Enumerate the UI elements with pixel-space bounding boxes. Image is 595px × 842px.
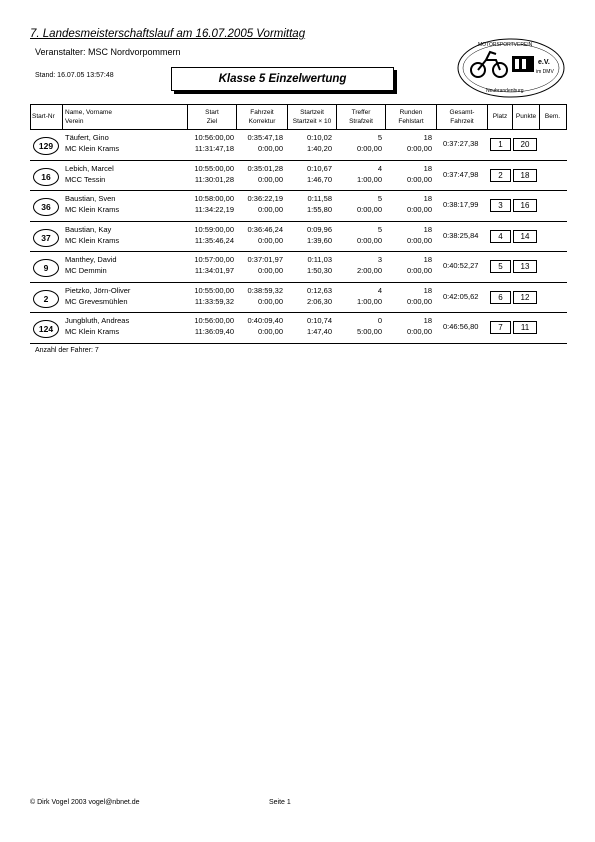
points-box: 16 bbox=[513, 199, 537, 212]
cell-gesamt: 0:40:52,27 bbox=[443, 261, 479, 270]
cell-verein: MCC Tessin bbox=[65, 174, 106, 184]
cell-treffer: 4 bbox=[377, 285, 382, 295]
cell-treffer: 0 bbox=[377, 316, 382, 325]
cell-korrektur: 0:00,00 bbox=[257, 327, 283, 336]
start-number-badge: 124 bbox=[33, 320, 59, 338]
cell-startzeit-x10: 1:50,30 bbox=[306, 266, 332, 275]
cell-runden: 18 bbox=[423, 285, 432, 295]
cell-fehlstart: 0:00,00 bbox=[406, 327, 432, 336]
col-startzeit: Startzeit bbox=[300, 109, 324, 116]
cell-verein: MC Klein Krams bbox=[65, 327, 120, 336]
cell-verein: MC Klein Krams bbox=[65, 235, 120, 245]
col-platz: Platz bbox=[492, 113, 508, 120]
cell-start: 10:58:00,00 bbox=[194, 194, 234, 203]
cell-runden: 18 bbox=[423, 316, 432, 325]
start-number-badge: 37 bbox=[33, 229, 59, 247]
col-runden: Runden bbox=[399, 109, 423, 116]
cell-gesamt: 0:42:05,62 bbox=[443, 291, 479, 301]
cell-korrektur: 0:00,00 bbox=[257, 235, 283, 245]
cell-start: 10:57:00,00 bbox=[194, 255, 234, 264]
cell-runden: 18 bbox=[423, 224, 432, 234]
row-separator bbox=[30, 343, 567, 344]
header-divider bbox=[236, 104, 237, 129]
col-korrektur: Korrektur bbox=[248, 118, 276, 125]
start-number-badge: 2 bbox=[33, 290, 59, 308]
cell-start: 10:55:00,00 bbox=[194, 285, 234, 295]
logo-mid-text: im DMV bbox=[536, 69, 554, 75]
cell-treffer: 4 bbox=[377, 163, 382, 173]
cell-startzeit-x10: 1:40,20 bbox=[306, 144, 332, 153]
points-box: 12 bbox=[513, 291, 537, 304]
cell-strafzeit: 0:00,00 bbox=[356, 205, 382, 214]
header-divider bbox=[30, 104, 31, 129]
header-bottom-line bbox=[30, 129, 567, 130]
cell-runden: 18 bbox=[423, 194, 432, 203]
cell-gesamt: 0:46:56,80 bbox=[443, 322, 479, 331]
cell-runden: 18 bbox=[423, 163, 432, 173]
col-gesamt-fahrzeit: Fahrzeit bbox=[450, 118, 474, 125]
cell-verein: MC Klein Krams bbox=[65, 144, 120, 153]
class-title: Klasse 5 Einzelwertung bbox=[218, 73, 347, 85]
header-divider bbox=[62, 104, 63, 129]
cell-gesamt: 0:37:27,38 bbox=[443, 139, 479, 148]
placement-box: 1 bbox=[490, 138, 511, 151]
start-number-badge: 36 bbox=[33, 198, 59, 216]
cell-startzeit: 0:10,67 bbox=[306, 163, 332, 173]
cell-ziel: 11:31:47,18 bbox=[194, 144, 234, 153]
cell-strafzeit: 2:00,00 bbox=[356, 266, 382, 275]
cell-startzeit-x10: 1:46,70 bbox=[306, 174, 332, 184]
cell-startzeit: 0:09,96 bbox=[306, 224, 332, 234]
cell-name: Jungbluth, Andreas bbox=[65, 316, 130, 325]
cell-fahrzeit: 0:40:09,40 bbox=[247, 316, 283, 325]
cell-fehlstart: 0:00,00 bbox=[406, 205, 432, 214]
cell-start: 10:56:00,00 bbox=[194, 316, 234, 325]
cell-fahrzeit: 0:37:01,97 bbox=[247, 255, 283, 264]
cell-korrektur: 0:00,00 bbox=[257, 174, 283, 184]
col-fahrzeit: Fahrzeit bbox=[250, 109, 274, 116]
cell-treffer: 5 bbox=[377, 133, 382, 142]
cell-verein: MC Klein Krams bbox=[65, 205, 120, 214]
club-logo bbox=[456, 38, 566, 100]
start-number-badge: 9 bbox=[33, 259, 59, 277]
row-separator bbox=[30, 282, 567, 283]
placement-box: 7 bbox=[490, 321, 511, 334]
placement-box: 3 bbox=[490, 199, 511, 212]
cell-gesamt: 0:38:25,84 bbox=[443, 230, 479, 240]
cell-startzeit: 0:10,02 bbox=[306, 133, 332, 142]
points-box: 20 bbox=[513, 138, 537, 151]
cell-runden: 18 bbox=[423, 133, 432, 142]
cell-treffer: 3 bbox=[377, 255, 382, 264]
cell-start: 10:59:00,00 bbox=[194, 224, 234, 234]
col-start-nr: Start-Nr bbox=[32, 113, 55, 120]
col-name: Name, Vorname bbox=[65, 109, 112, 116]
footer-page-number: Seite 1 bbox=[269, 799, 291, 806]
cell-fehlstart: 0:00,00 bbox=[406, 235, 432, 245]
col-punkte: Punkte bbox=[515, 113, 537, 120]
header-divider bbox=[539, 104, 540, 129]
cell-ziel: 11:34:01,97 bbox=[194, 266, 234, 275]
cell-strafzeit: 1:00,00 bbox=[356, 174, 382, 184]
placement-box: 4 bbox=[490, 230, 511, 243]
cell-strafzeit: 1:00,00 bbox=[356, 296, 382, 306]
col-startzeit-x10: Startzeit × 10 bbox=[292, 118, 332, 125]
col-verein: Verein bbox=[65, 118, 84, 125]
cell-name: Pietzko, Jörn-Oliver bbox=[65, 285, 131, 295]
col-bem: Bem. bbox=[544, 113, 561, 120]
cell-fahrzeit: 0:35:47,18 bbox=[247, 133, 283, 142]
header-divider bbox=[487, 104, 488, 129]
cell-treffer: 5 bbox=[377, 224, 382, 234]
page-title: 7. Landesmeisterschaftslauf am 16.07.2005 Vormittag bbox=[30, 28, 306, 40]
row-separator bbox=[30, 312, 567, 313]
col-start: Start bbox=[205, 109, 219, 116]
cell-startzeit-x10: 1:55,80 bbox=[306, 205, 332, 214]
cell-name: Baustian, Sven bbox=[65, 194, 116, 203]
points-box: 18 bbox=[513, 169, 537, 182]
cell-treffer: 5 bbox=[377, 194, 382, 203]
placement-box: 5 bbox=[490, 260, 511, 273]
header-divider bbox=[287, 104, 288, 129]
footer-copyright: © Dirk Vogel 2003 vogel@nbnet.de bbox=[30, 799, 140, 806]
col-ziel: Ziel bbox=[206, 118, 218, 125]
cell-fehlstart: 0:00,00 bbox=[406, 144, 432, 153]
cell-fahrzeit: 0:35:01,28 bbox=[247, 163, 283, 173]
cell-start: 10:55:00,00 bbox=[194, 163, 234, 173]
row-separator bbox=[30, 160, 567, 161]
cell-strafzeit: 0:00,00 bbox=[356, 235, 382, 245]
cell-startzeit-x10: 1:39,60 bbox=[306, 235, 332, 245]
class-title-box bbox=[171, 67, 394, 91]
row-separator bbox=[30, 190, 567, 191]
cell-ziel: 11:35:46,24 bbox=[194, 235, 234, 245]
row-separator bbox=[30, 221, 567, 222]
col-gesamt: Gesamt- bbox=[449, 109, 475, 116]
placement-box: 6 bbox=[490, 291, 511, 304]
points-box: 11 bbox=[513, 321, 537, 334]
cell-verein: MC Demmin bbox=[65, 266, 107, 275]
cell-ziel: 11:34:22,19 bbox=[194, 205, 234, 214]
cell-korrektur: 0:00,00 bbox=[257, 144, 283, 153]
cell-fahrzeit: 0:36:46,24 bbox=[247, 224, 283, 234]
cell-gesamt: 0:37:47,98 bbox=[443, 169, 479, 179]
header-divider bbox=[512, 104, 513, 129]
cell-start: 10:56:00,00 bbox=[194, 133, 234, 142]
cell-startzeit: 0:11,58 bbox=[307, 194, 332, 203]
header-divider bbox=[187, 104, 188, 129]
cell-startzeit: 0:10,74 bbox=[306, 316, 332, 325]
row-separator bbox=[30, 251, 567, 252]
cell-gesamt: 0:38:17,99 bbox=[443, 200, 479, 209]
header-divider bbox=[566, 104, 567, 129]
logo-bottom-text: Neubrandenburg bbox=[486, 88, 524, 94]
points-box: 13 bbox=[513, 260, 537, 273]
header-divider bbox=[436, 104, 437, 129]
cell-korrektur: 0:00,00 bbox=[257, 296, 283, 306]
cell-fehlstart: 0:00,00 bbox=[406, 266, 432, 275]
cell-startzeit-x10: 2:06,30 bbox=[306, 296, 332, 306]
cell-korrektur: 0:00,00 bbox=[257, 266, 283, 275]
start-number-badge: 16 bbox=[33, 168, 59, 186]
start-number-badge: 129 bbox=[33, 137, 59, 155]
points-box: 14 bbox=[513, 230, 537, 243]
cell-runden: 18 bbox=[423, 255, 432, 264]
cell-startzeit: 0:12,63 bbox=[306, 285, 332, 295]
cell-ziel: 11:30:01,28 bbox=[194, 174, 234, 184]
placement-box: 2 bbox=[490, 169, 511, 182]
rider-count: Anzahl der Fahrer: 7 bbox=[35, 347, 99, 354]
cell-name: Lebich, Marcel bbox=[65, 163, 114, 173]
cell-fehlstart: 0:00,00 bbox=[406, 174, 432, 184]
cell-fahrzeit: 0:38:59,32 bbox=[247, 285, 283, 295]
cell-ziel: 11:33:59,32 bbox=[194, 296, 234, 306]
col-treffer: Treffer bbox=[351, 109, 371, 116]
cell-korrektur: 0:00,00 bbox=[257, 205, 283, 214]
header-divider bbox=[336, 104, 337, 129]
header-divider bbox=[385, 104, 386, 129]
cell-strafzeit: 0:00,00 bbox=[356, 144, 382, 153]
cell-name: Täufert, Gino bbox=[65, 133, 109, 142]
cell-startzeit: 0:11,03 bbox=[307, 255, 332, 264]
cell-ziel: 11:36:09,40 bbox=[194, 327, 234, 336]
cell-name: Manthey, David bbox=[65, 255, 117, 264]
cell-verein: MC Grevesmühlen bbox=[65, 296, 128, 306]
logo-top-text: MOTORSPORTVEREIN bbox=[478, 42, 533, 48]
cell-startzeit-x10: 1:47,40 bbox=[306, 327, 332, 336]
cell-name: Baustian, Kay bbox=[65, 224, 112, 234]
col-strafzeit: Strafzeit bbox=[349, 118, 373, 125]
organizer: Veranstalter: MSC Nordvorpommern bbox=[35, 47, 181, 57]
cell-strafzeit: 5:00,00 bbox=[356, 327, 382, 336]
cell-fahrzeit: 0:36:22,19 bbox=[247, 194, 283, 203]
timestamp: Stand: 16.07.05 13:57:48 bbox=[35, 72, 114, 79]
col-fehlstart: Fehlstart bbox=[398, 118, 424, 125]
logo-badge-text: e.V. bbox=[538, 59, 550, 66]
cell-fehlstart: 0:00,00 bbox=[406, 296, 432, 306]
